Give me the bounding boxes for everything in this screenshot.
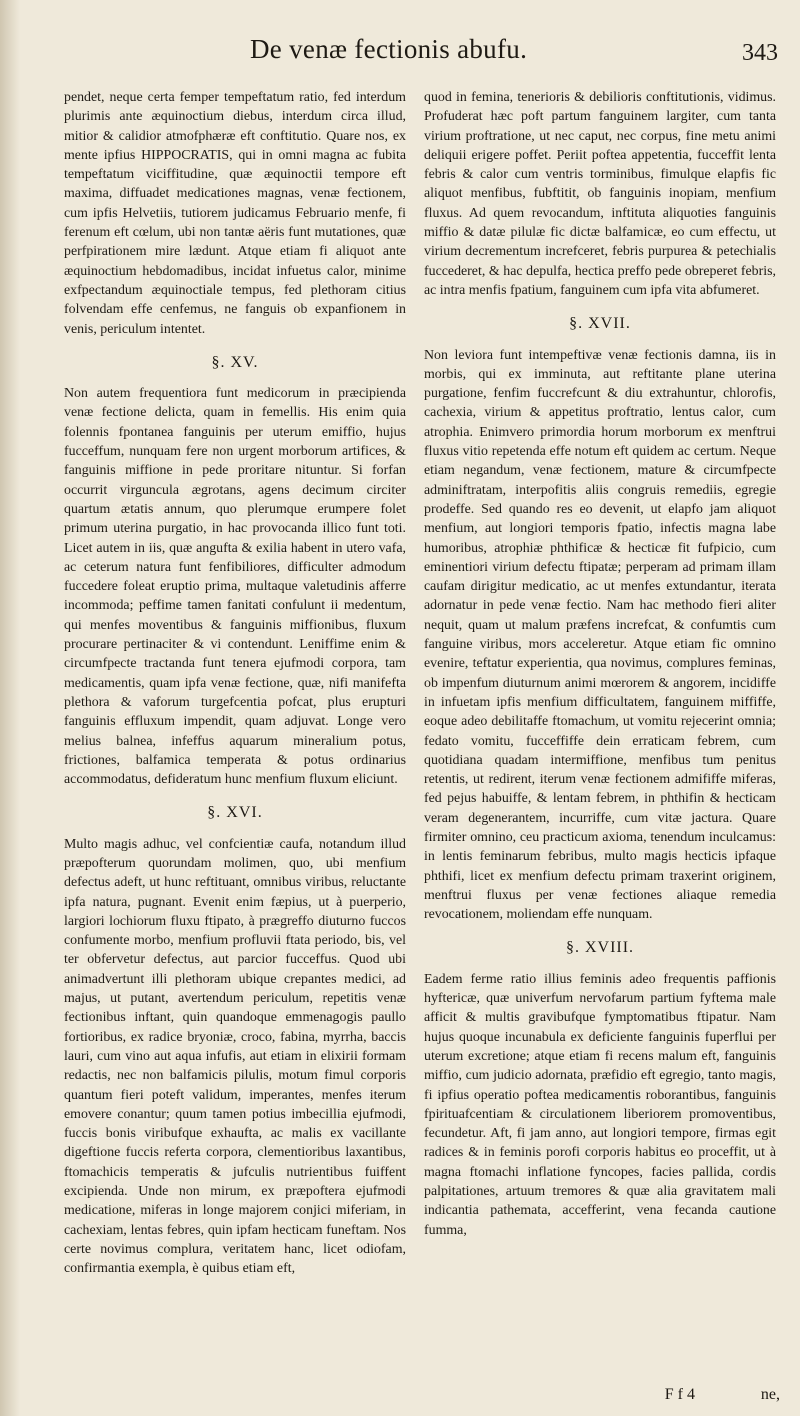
paragraph: quod in femina, tenerioris & debilioris conftitutionis, vidimus. Profuderat hæc poft partum fanguinem largiter, cum tanta virium proftratione, ut nec caput, nec corpus, fine metu animi deliquii erigere poffet. Periit poftea appetentia, fucceffit lenta febris & calor cum ventris torminibus, fimulque elapfis fic aliquot menfibus, fubftitit, ob fanguinis inopiam, menfium fluxus. Ad quem revocandum, inftituta aliquoties fanguinis miffio & datæ pilulæ fic dictæ balfamicæ, eo cum effectu, ut virium decrementum increfceret, febris purpurea & petechialis fuccederet, & hac depulfa, hectica preffo pede obreperet febris, ac intra menfis fpatium, fanguinem cum ipfa vita abfumeret.	[424, 90, 776, 298]
paragraph: pendet, neque certa femper tempeftatum ratio, fed interdum plurimis ante æquinoctium diebus, interdum circa illud, mitior & calidior atmofphæræ eft conftitutio. Quare nos, ex mente ipfius HIPPOCRATIS, qui in omni magna ac fubita tempeftatum viciffitudine, quæ æquinoctii tempore eft maxima, diffuadet medicationes magnas, venæ fectionem, cum ipfis Helvetiis, tutiorem judicamus Februario menfe, fi ferenum eft cœlum, ubi non tantæ aëris funt mutationes, quæ perfpirationem mire lædunt. Atque etiam fi aliquot ante æquinoctium hebdomadibus, incidat infuetus calor, minime exfpectandum æquinoctiale tempus, fed plethoram citius folvendam effe cenfemus, ne fanguis ob expanfionem in venis, periculum intentet.	[64, 90, 406, 337]
paragraph: Eadem ferme ratio illius feminis adeo frequentis paffionis hyftericæ, quæ univerfum nervofarum partium fyftema male afficit & multis gravibufque fymptomatibus ftipatur. Nam hujus quoque incunabula ex deficiente fanguinis fuperflui per uterum excretione; atque etiam fi recens malum eft, fanguinis miffio, cum judicio adornata, præfidio eft egregio, tanto magis, fi ipfius operatio poftea medicamentis roborantibus, fanguinis fpirituafcentiam & circulationem liberiorem promoventibus, fecundetur. Aft, fi jam anno, aut longiori tempore, firmas egit radices & in feminis porofi corporis habitus eo proceffit, ut à magna ftomachi inflatione fyncopes, facies pallida, cordis palpitationes, artuum tremores & quæ alia gravitatem mali indicantia pathemata, accefferint, vena fecanda cautione fumma,	[424, 971, 776, 1238]
section-heading: §. XV.	[211, 353, 259, 371]
paragraph: Non autem frequentiora funt medicorum in præcipienda venæ fectione delicta, quam in femellis. His enim quia folennis fpontanea fanguinis per uterum emiffio, hujus fucceffum, nunquam fere non urgent morborum artifices, & fanguinis miffione in pede proritare nituntur. Si forfan occurrit virguncula ægrotans, agens decimum circiter quartum ætatis annum, quo plerumque erumpere folet primum uterina purgatio, in hac provocanda illico funt toti. Licet autem in iis, quæ angufta & exilia habent in utero vafa, ac ceterum natura funt fenfibiliores, difficulter admodum fuccedere foleat eruptio prima, multaque valetudinis afferre incommoda; peffime tamen fanitati confulunt ii medentum, qui menfes moventibus & fanguinis miffionibus, fluxum procurare pertinaciter & vi contendunt. Leniffime enim & circumfpecte tractanda funt tenera ejufmodi corpora, tam medicamentis, quam ipfa venæ fectione, quæ, nifi manifefta plethora & vaforum turgefcentia pofcat, plus erupturi fanguinis effluxum impendit, quam adjuvat. Longe vero melius balnea, infeffus aquarum mineralium potus, frictiones, balfamica temperata & potus ordinarius accommodatus, defideratum hunc menfium fluxum eliciunt.	[64, 386, 406, 788]
section-heading: §. XVI.	[207, 804, 263, 822]
right-column	[424, 88, 776, 1240]
signature-mark: F f 4	[664, 1386, 695, 1403]
running-title: De venæ fectionis abufu.	[250, 34, 528, 64]
page-number: 343	[742, 40, 778, 66]
paragraph: Multo magis adhuc, vel confcientiæ caufa, notandum illud præpofterum quorundam molimen, quo, ubi menfium defectus adeft, ut hunc reftituant, omnibus viribus, reluctante ipfa natura, pugnant. Evenit enim fæpius, ut à puerperio, largiori lochiorum fluxu ftipato, à prægreffo diuturno fuccos confumente morbo, menfium profluvii ftata periodo, bis, vel ter obfervetur defectus, aut parcior fucceffus. Quod ubi animadvertunt illi plethoram ubique crepantes medici, ad majus, ut putant, avertendum periculum, repetitis venæ fectionibus inftant, quin quandoque emmenagogis paullo fortioribus, ex radice bryoniæ, croco, fabina, myrrha, baccis lauri, cum vino aut aqua infufis, aut etiam in elixirii formam redactis, nec non balfamicis pilulis, motum fimul corporis quantum fieri poteft validum, imperantes, menfes iterum emovere conantur; quum tamen potius imbecillia ejufmodi, fuccis bonis viribufque exhaufta, ac malis ex vacillante digeftione fuccis referta corpora, clementioribus laxantibus, ftomachicis temperatis & jufculis nutrientibus fuiffent excipienda. Unde non mirum, ex præpoftera ejufmodi medicatione, miferas in longe majorem conjici miferiam, in cachexiam, lentas febres, quin ipfam hecticam funeftam. Nos certe novimus complura, veritatem hanc, licet odiofam, confirmantia exempla, è quibus etiam eft,	[64, 836, 406, 1277]
paragraph: Non leviora funt intempeftivæ venæ fectionis damna, iis in morbis, qui ex imminuta, aut reftitante plane uterina purgatione, fenfim fuccrefcunt & diu extrahuntur, chlorofis, cachexia, virium & appetitus proftratio, lentus calor, cum atrophia. Enimvero primordia horum morborum ex menftrui fluxus vitio repetenda effe notum eft quidem ac certum. Neque etiam negandum, venæ fectionem, mature & circumfpecte adminiftratam, interpofitis aliis congruis remediis, egregie prodeffe. Sed quando res eo devenit, ut elapfo jam aliquot menfium, aut longiori temporis fpatio, infectis magna labe humoribus, atrophiæ phthificæ & hecticæ fit fufpicio, cum eminentiori virium defectu ftipatæ; perperam ad primam illam caufam dirigitur medicatio, ac ut menfes extundantur, iterata adornatur in pede venæ fectio. Nam hac methodo fieri aliter nequit, quam ut malum præfens increfcat, & confumtis cum fanguine viribus, mors acceleretur. Atque etiam fic omnino evenire, teftatur experientia, qua novimus, complures feminas, ob impenfum diuturnum animi mœrorem & angorem, incidiffe in infuetam ipfis menfium difficultatem, fanguinem miffiffe, eoque adeo debilitaffe ftomachum, ut vomitu rejecerint omnia; fedato vomitu, fucceffiffe dein erraticam febrem, cum quotidiana quadam intermiffione, menfibus tum penitus retentis, ut redirent, iterum venæ fectionem admififfe miferas, fed pejus habuiffe, & lentam febrem, in phthifin & hecticam veram degenerantem, incurriffe, cum vitæ jactura. Quare firmiter omnino, ceu practicum axioma, tenendum inculcamus: in lentis feminarum febribus, multo magis hecticis ipfaque phthifi, licet ex menfium defectu primam traxerint originem, menftrui fluxus per venæ fectiones aliaque remedia revocationem, moliendam effe nunquam.	[424, 347, 776, 923]
page-header	[0, 0, 800, 72]
left-column	[64, 88, 406, 1279]
section-heading: §. XVIII.	[565, 939, 635, 957]
gutter-shadow	[0, 0, 20, 1416]
catchword: ne,	[760, 1386, 780, 1403]
section-heading: §. XVII.	[569, 315, 631, 333]
